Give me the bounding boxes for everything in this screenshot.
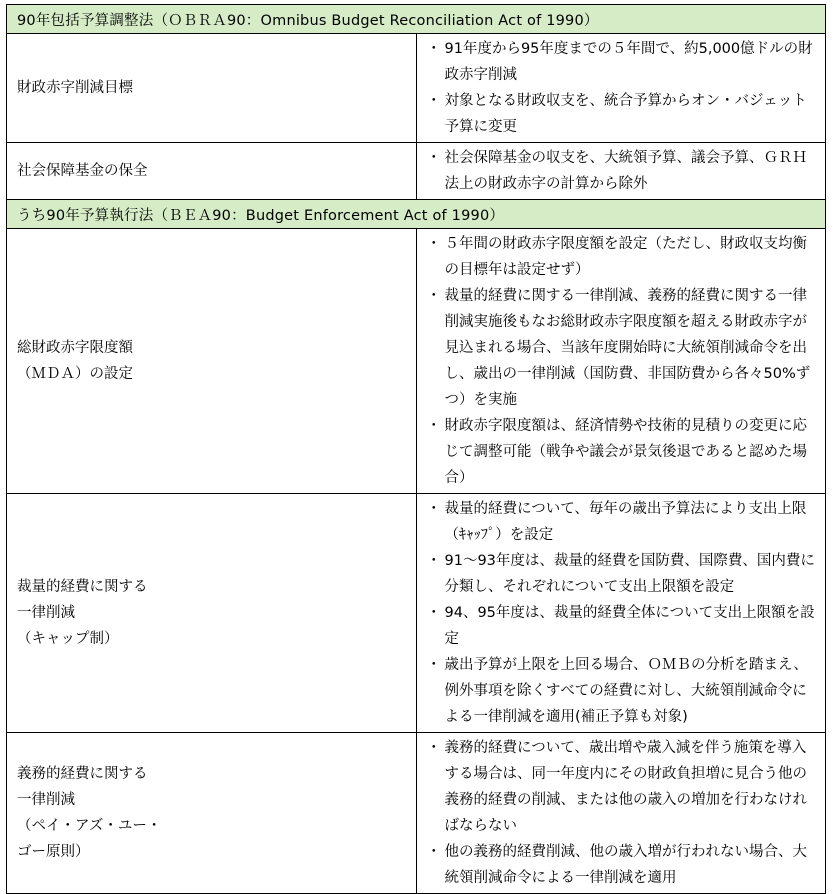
table-row [7, 34, 826, 143]
item-text: 94、95年度は、裁量的経費全体について支出上限額を設定 [444, 605, 815, 647]
item-text: 裁量的経費について、毎年の歳出予算法により支出上限（ｷｬｯﾌﾟ）を設定 [444, 501, 807, 543]
bullet-mark: ・ [426, 740, 441, 756]
list-item [427, 839, 820, 891]
label-line: （ＭＤＡ）の設定 [17, 366, 133, 382]
item-text: 91年度から95年度までの５年間で、約5,000億ドルの財政赤字削減 [444, 41, 813, 83]
list-item [427, 231, 820, 283]
label-line: 裁量的経費に関する [17, 579, 148, 595]
bullet-mark: ・ [426, 418, 441, 434]
table-row [7, 494, 826, 733]
item-text: 社会保障基金の収支を、大統領予算、議会予算、ＧＲＨ法上の財政赤字の計算から除外 [444, 150, 807, 192]
item-text: 義務的経費について、歳出増や歳入減を伴う施策を導入する場合は、同一年度内にその財政負担増に見合う他の義務的経費の削減、または他の歳入の増加を行わなければならない [444, 740, 807, 834]
bullet-mark: ・ [426, 657, 441, 673]
bullet-mark: ・ [426, 41, 441, 57]
list-item [427, 36, 820, 88]
section-header-bea90 [7, 200, 826, 229]
list-item [427, 496, 820, 548]
section-title: 90年包括予算調整法（ＯＢＲＡ90：Omnibus Budget Reconciliation Act of 1990） [7, 5, 826, 34]
item-text: 裁量的経費に関する一律削減、義務的経費に関する一律削減実施後もなお総財政赤字限度額を超える財政赤字が見込まれる場合、当該年度開始時に大統領削減命令を出し、歳出の一律削減（国防費、非国防費から各々50%ずつ）を実施 [444, 288, 811, 408]
bullet-mark: ・ [426, 844, 441, 860]
item-text: 歳出予算が上限を上回る場合、ＯＭＢの分析を踏まえ、例外事項を除くすべての経費に対し、大統領削減命令による一律削減を適用(補正予算も対象) [444, 657, 808, 725]
row-label [7, 494, 417, 733]
label-line: （ペイ・アズ・ユー・ [17, 818, 162, 834]
row-label: 社会保障基金の保全 [7, 143, 417, 200]
bullet-mark: ・ [426, 553, 441, 569]
list-item [427, 600, 820, 652]
row-label: 財政赤字削減目標 [7, 34, 417, 143]
section-title: うち90年予算執行法（ＢＥＡ90：Budget Enforcement Act of 1990） [7, 200, 826, 229]
item-text: 財政赤字限度額は、経済情勢や技術的見積りの変更に応じて調整可能（戦争や議会が景気後退であると認めた場合） [444, 418, 807, 486]
table-row [7, 733, 826, 894]
bullet-mark: ・ [426, 288, 441, 304]
list-item [427, 735, 820, 839]
row-content [416, 494, 826, 733]
item-text: 91～93年度は、裁量的経費を国防費、国際費、国内費に分類し、それぞれについて支出上限額を設定 [444, 553, 815, 595]
bullet-mark: ・ [426, 93, 441, 109]
section-header-obra90 [7, 5, 826, 34]
list-item [427, 413, 820, 491]
row-content [416, 34, 826, 143]
row-label [7, 733, 417, 894]
item-text: 対象となる財政収支を、統合予算からオン・バジェット予算に変更 [444, 93, 807, 135]
label-line: 義務的経費に関する [17, 766, 148, 782]
item-text: ５年間の財政赤字限度額を設定（ただし、財政収支均衡の目標年は設定せず） [444, 236, 807, 278]
label-line: 一律削減 [17, 605, 75, 621]
label-line: （キャップ制） [17, 631, 119, 647]
bullet-mark: ・ [426, 236, 441, 252]
bullet-mark: ・ [426, 501, 441, 517]
bullet-mark: ・ [426, 150, 441, 166]
row-content [416, 229, 826, 494]
table-row [7, 143, 826, 200]
row-content [416, 733, 826, 894]
table-row [7, 229, 826, 494]
bullet-mark: ・ [426, 605, 441, 621]
row-label [7, 229, 417, 494]
budget-law-table [6, 4, 826, 894]
label-line: ゴー原則） [17, 844, 90, 860]
row-content [416, 143, 826, 200]
list-item [427, 88, 820, 140]
list-item [427, 283, 820, 413]
list-item [427, 652, 820, 730]
list-item [427, 548, 820, 600]
label-line: 総財政赤字限度額 [17, 340, 133, 356]
item-text: 他の義務的経費削減、他の歳入増が行われない場合、大統領削減命令による一律削減を適用 [444, 844, 807, 886]
list-item [427, 145, 820, 197]
label-line: 一律削減 [17, 792, 75, 808]
